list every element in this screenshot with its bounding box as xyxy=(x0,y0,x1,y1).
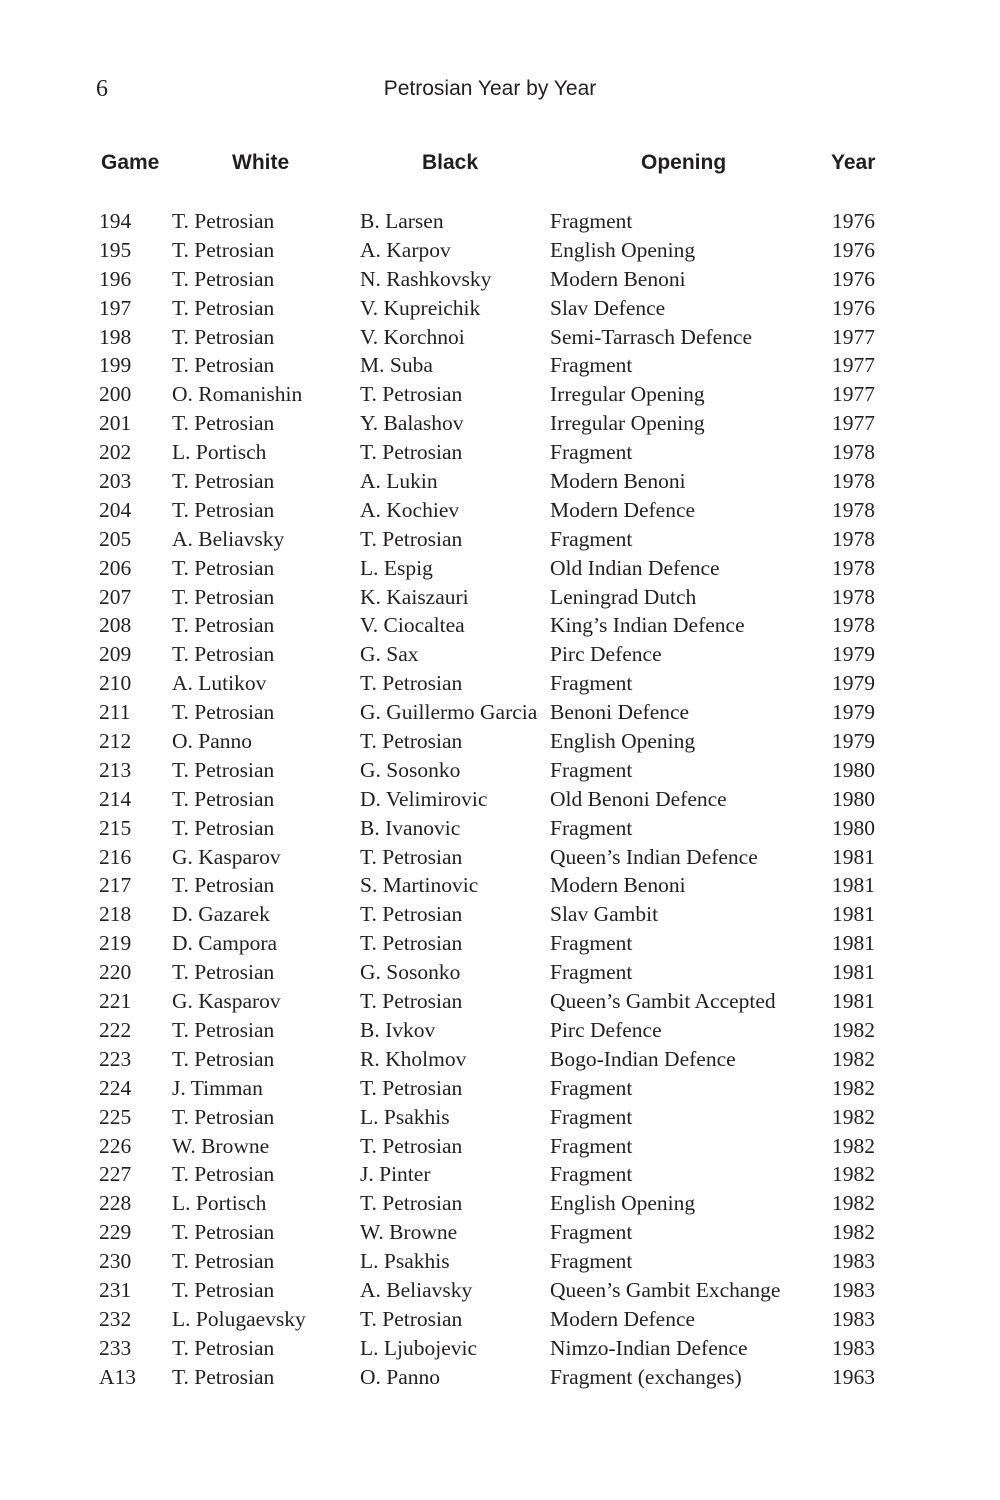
table-row xyxy=(0,554,1000,583)
cell-game: 231 xyxy=(99,1277,132,1302)
cell-black: N. Rashkovsky xyxy=(360,266,492,291)
cell-opening: Irregular Opening xyxy=(550,411,705,436)
cell-black: M. Suba xyxy=(360,353,433,378)
cell-white: T. Petrosian xyxy=(172,1277,275,1302)
table-row xyxy=(0,1334,1000,1363)
table-row xyxy=(0,958,1000,987)
cell-year: 1982 xyxy=(832,1046,875,1071)
cell-game: 228 xyxy=(99,1191,132,1216)
cell-game: 219 xyxy=(99,931,132,956)
column-header-year: Year xyxy=(831,151,876,174)
cell-black: T. Petrosian xyxy=(360,1191,463,1216)
cell-game: 202 xyxy=(99,440,132,465)
cell-white: L. Portisch xyxy=(172,1191,267,1216)
cell-black: T. Petrosian xyxy=(360,1133,463,1158)
cell-game: 225 xyxy=(99,1104,132,1129)
cell-white: O. Panno xyxy=(172,729,253,754)
table-row xyxy=(0,207,1000,236)
cell-opening: Modern Defence xyxy=(550,1306,696,1331)
cell-opening: Fragment xyxy=(550,1249,633,1274)
table-row xyxy=(0,1363,1000,1392)
table-row xyxy=(0,669,1000,698)
table-row xyxy=(0,1016,1000,1045)
table-row xyxy=(0,785,1000,814)
cell-year: 1981 xyxy=(832,960,875,985)
cell-opening: Nimzo-Indian Defence xyxy=(550,1335,748,1360)
cell-game: 233 xyxy=(99,1335,132,1360)
table-row xyxy=(0,871,1000,900)
cell-opening: Slav Defence xyxy=(550,295,666,320)
cell-game: 226 xyxy=(99,1133,132,1158)
cell-white: T. Petrosian xyxy=(172,1364,275,1389)
cell-black: B. Larsen xyxy=(360,209,444,233)
cell-white: W. Browne xyxy=(172,1133,270,1158)
cell-game: 218 xyxy=(99,902,132,927)
cell-black: S. Martinovic xyxy=(360,873,479,898)
cell-white: G. Kasparov xyxy=(172,989,281,1014)
cell-opening: Leningrad Dutch xyxy=(550,584,697,609)
cell-year: 1963 xyxy=(832,1364,875,1389)
cell-black: G. Sosonko xyxy=(360,757,461,782)
cell-black: V. Korchnoi xyxy=(360,324,465,349)
cell-black: K. Kaiszauri xyxy=(360,584,469,609)
cell-year: 1979 xyxy=(832,642,875,667)
table-row xyxy=(0,843,1000,872)
cell-year: 1977 xyxy=(832,353,875,378)
cell-opening: Pirc Defence xyxy=(550,1017,662,1042)
cell-year: 1978 xyxy=(832,440,875,465)
cell-year: 1981 xyxy=(832,844,875,869)
cell-year: 1977 xyxy=(832,382,875,407)
cell-game: 208 xyxy=(99,613,132,638)
cell-year: 1976 xyxy=(832,237,875,262)
cell-white: T. Petrosian xyxy=(172,786,275,811)
cell-year: 1982 xyxy=(832,1220,875,1245)
cell-white: T. Petrosian xyxy=(172,1046,275,1071)
table-row xyxy=(0,929,1000,958)
cell-black: W. Browne xyxy=(360,1220,458,1245)
table-row xyxy=(0,409,1000,438)
cell-year: 1980 xyxy=(832,815,875,840)
cell-white: T. Petrosian xyxy=(172,1162,275,1187)
table-row xyxy=(0,1247,1000,1276)
games-table xyxy=(0,207,1000,1392)
cell-opening: Queen’s Gambit Exchange xyxy=(550,1277,781,1302)
cell-opening: Fragment xyxy=(550,440,633,465)
cell-white: T. Petrosian xyxy=(172,237,275,262)
cell-year: 1981 xyxy=(832,902,875,927)
cell-year: 1982 xyxy=(832,1104,875,1129)
cell-black: T. Petrosian xyxy=(360,902,463,927)
cell-year: 1980 xyxy=(832,786,875,811)
cell-opening: Fragment (exchanges) xyxy=(550,1364,742,1389)
cell-year: 1982 xyxy=(832,1017,875,1042)
cell-opening: Fragment xyxy=(550,960,633,985)
cell-white: D. Gazarek xyxy=(172,902,270,927)
cell-opening: Modern Benoni xyxy=(550,873,686,898)
table-row xyxy=(0,294,1000,323)
cell-game: 197 xyxy=(99,295,132,320)
cell-year: 1980 xyxy=(832,757,875,782)
cell-opening: Fragment xyxy=(550,815,633,840)
table-row xyxy=(0,380,1000,409)
cell-game: 209 xyxy=(99,642,132,667)
cell-year: 1978 xyxy=(832,469,875,494)
cell-white: T. Petrosian xyxy=(172,873,275,898)
cell-game: 212 xyxy=(99,729,132,754)
cell-year: 1979 xyxy=(832,729,875,754)
cell-game: 214 xyxy=(99,786,132,811)
cell-year: 1981 xyxy=(832,931,875,956)
table-row xyxy=(0,1276,1000,1305)
cell-year: 1976 xyxy=(832,266,875,291)
cell-game: 195 xyxy=(99,237,132,262)
cell-year: 1982 xyxy=(832,1191,875,1216)
cell-game: 200 xyxy=(99,382,132,407)
cell-white: T. Petrosian xyxy=(172,266,275,291)
cell-opening: Fragment xyxy=(550,353,633,378)
table-row xyxy=(0,756,1000,785)
table-row xyxy=(0,698,1000,727)
cell-game: 213 xyxy=(99,757,132,782)
cell-opening: Pirc Defence xyxy=(550,642,662,667)
cell-opening: Fragment xyxy=(550,1104,633,1129)
cell-black: T. Petrosian xyxy=(360,989,463,1014)
table-row xyxy=(0,1218,1000,1247)
table-row xyxy=(0,265,1000,294)
table-row xyxy=(0,640,1000,669)
table-row xyxy=(0,1045,1000,1074)
cell-white: T. Petrosian xyxy=(172,324,275,349)
table-row xyxy=(0,1074,1000,1103)
table-row xyxy=(0,525,1000,554)
cell-white: D. Campora xyxy=(172,931,278,956)
cell-white: T. Petrosian xyxy=(172,815,275,840)
cell-opening: Fragment xyxy=(550,526,633,551)
cell-black: B. Ivkov xyxy=(360,1017,436,1042)
cell-year: 1978 xyxy=(832,497,875,522)
cell-white: J. Timman xyxy=(172,1075,263,1100)
cell-game: 232 xyxy=(99,1306,132,1331)
cell-year: 1981 xyxy=(832,989,875,1014)
cell-year: 1983 xyxy=(832,1306,875,1331)
cell-black: T. Petrosian xyxy=(360,844,463,869)
cell-white: L. Polugaevsky xyxy=(172,1306,306,1331)
cell-year: 1978 xyxy=(832,526,875,551)
cell-year: 1979 xyxy=(832,700,875,725)
cell-opening: Bogo-Indian Defence xyxy=(550,1046,736,1071)
cell-opening: Fragment xyxy=(550,671,633,696)
column-header-game: Game xyxy=(101,151,160,174)
cell-game: 201 xyxy=(99,411,132,436)
cell-game: 210 xyxy=(99,671,132,696)
table-row xyxy=(0,323,1000,352)
table-row xyxy=(0,1189,1000,1218)
cell-game: 229 xyxy=(99,1220,132,1245)
cell-opening: Slav Gambit xyxy=(550,902,659,927)
cell-black: A. Lukin xyxy=(360,469,438,494)
cell-opening: Semi-Tarrasch Defence xyxy=(550,324,753,349)
cell-opening: Fragment xyxy=(550,1075,633,1100)
table-row xyxy=(0,236,1000,265)
table-row xyxy=(0,467,1000,496)
cell-game: 211 xyxy=(99,700,131,725)
cell-year: 1979 xyxy=(832,671,875,696)
cell-opening: Fragment xyxy=(550,931,633,956)
cell-black: R. Kholmov xyxy=(360,1046,467,1071)
cell-game: A13 xyxy=(99,1364,137,1389)
cell-black: V. Kupreichik xyxy=(360,295,481,320)
table-row xyxy=(0,351,1000,380)
cell-black: T. Petrosian xyxy=(360,526,463,551)
cell-black: A. Beliavsky xyxy=(360,1277,473,1302)
cell-white: T. Petrosian xyxy=(172,555,275,580)
cell-game: 216 xyxy=(99,844,132,869)
cell-year: 1981 xyxy=(832,873,875,898)
table-row xyxy=(0,1160,1000,1189)
cell-black: Y. Balashov xyxy=(360,411,464,436)
cell-black: L. Psakhis xyxy=(360,1249,450,1274)
table-row xyxy=(0,814,1000,843)
cell-black: D. Velimirovic xyxy=(360,786,488,811)
cell-opening: Fragment xyxy=(550,209,633,233)
cell-year: 1978 xyxy=(832,613,875,638)
cell-game: 199 xyxy=(99,353,132,378)
cell-year: 1982 xyxy=(832,1133,875,1158)
cell-opening: English Opening xyxy=(550,237,696,262)
cell-black: T. Petrosian xyxy=(360,729,463,754)
cell-white: T. Petrosian xyxy=(172,295,275,320)
cell-black: L. Espig xyxy=(360,555,433,580)
cell-opening: Fragment xyxy=(550,757,633,782)
cell-black: L. Ljubojevic xyxy=(360,1335,478,1360)
cell-year: 1978 xyxy=(832,555,875,580)
cell-white: T. Petrosian xyxy=(172,411,275,436)
cell-game: 215 xyxy=(99,815,132,840)
cell-black: T. Petrosian xyxy=(360,671,463,696)
cell-white: O. Romanishin xyxy=(172,382,303,407)
cell-white: G. Kasparov xyxy=(172,844,281,869)
cell-year: 1976 xyxy=(832,295,875,320)
cell-opening: Modern Benoni xyxy=(550,469,686,494)
cell-game: 206 xyxy=(99,555,132,580)
cell-opening: Fragment xyxy=(550,1220,633,1245)
cell-opening: English Opening xyxy=(550,729,696,754)
cell-game: 224 xyxy=(99,1075,132,1100)
cell-white: T. Petrosian xyxy=(172,497,275,522)
cell-year: 1977 xyxy=(832,411,875,436)
cell-game: 223 xyxy=(99,1046,132,1071)
cell-opening: Modern Defence xyxy=(550,497,696,522)
cell-white: L. Portisch xyxy=(172,440,267,465)
cell-black: T. Petrosian xyxy=(360,440,463,465)
cell-game: 204 xyxy=(99,497,132,522)
cell-year: 1983 xyxy=(832,1277,875,1302)
cell-game: 203 xyxy=(99,469,132,494)
cell-white: T. Petrosian xyxy=(172,584,275,609)
cell-white: T. Petrosian xyxy=(172,209,275,233)
table-row xyxy=(0,496,1000,525)
cell-white: T. Petrosian xyxy=(172,353,275,378)
cell-black: A. Karpov xyxy=(360,237,451,262)
cell-game: 217 xyxy=(99,873,132,898)
cell-white: T. Petrosian xyxy=(172,642,275,667)
cell-white: A. Beliavsky xyxy=(172,526,285,551)
cell-white: T. Petrosian xyxy=(172,1104,275,1129)
cell-year: 1982 xyxy=(832,1162,875,1187)
cell-game: 198 xyxy=(99,324,132,349)
table-row xyxy=(0,727,1000,756)
cell-black: O. Panno xyxy=(360,1364,441,1389)
cell-year: 1982 xyxy=(832,1075,875,1100)
cell-opening: King’s Indian Defence xyxy=(550,613,745,638)
cell-white: T. Petrosian xyxy=(172,700,275,725)
table-row xyxy=(0,900,1000,929)
cell-game: 196 xyxy=(99,266,132,291)
cell-opening: Fragment xyxy=(550,1162,633,1187)
cell-black: L. Psakhis xyxy=(360,1104,450,1129)
cell-year: 1983 xyxy=(832,1249,875,1274)
cell-game: 221 xyxy=(99,989,132,1014)
cell-year: 1977 xyxy=(832,324,875,349)
column-header-opening: Opening xyxy=(641,151,727,174)
cell-black: G. Guillermo Garcia xyxy=(360,700,538,725)
table-row xyxy=(0,438,1000,467)
cell-game: 194 xyxy=(99,209,132,233)
cell-black: G. Sax xyxy=(360,642,419,667)
cell-black: G. Sosonko xyxy=(360,960,461,985)
cell-black: T. Petrosian xyxy=(360,382,463,407)
cell-year: 1978 xyxy=(832,584,875,609)
table-row xyxy=(0,611,1000,640)
table-row xyxy=(0,583,1000,612)
table-row xyxy=(0,987,1000,1016)
cell-white: T. Petrosian xyxy=(172,757,275,782)
cell-black: A. Kochiev xyxy=(360,497,460,522)
column-header-black: Black xyxy=(422,151,479,174)
cell-game: 227 xyxy=(99,1162,132,1187)
cell-opening: Fragment xyxy=(550,1133,633,1158)
cell-black: B. Ivanovic xyxy=(360,815,461,840)
cell-white: T. Petrosian xyxy=(172,1335,275,1360)
cell-white: T. Petrosian xyxy=(172,1017,275,1042)
cell-opening: Old Indian Defence xyxy=(550,555,720,580)
cell-opening: Modern Benoni xyxy=(550,266,686,291)
table-row xyxy=(0,1132,1000,1161)
cell-white: T. Petrosian xyxy=(172,960,275,985)
cell-white: T. Petrosian xyxy=(172,613,275,638)
table-row xyxy=(0,1305,1000,1334)
table-row xyxy=(0,1103,1000,1132)
cell-white: A. Lutikov xyxy=(172,671,267,696)
cell-game: 230 xyxy=(99,1249,132,1274)
cell-opening: Old Benoni Defence xyxy=(550,786,727,811)
cell-opening: English Opening xyxy=(550,1191,696,1216)
cell-game: 220 xyxy=(99,960,132,985)
cell-black: T. Petrosian xyxy=(360,1306,463,1331)
cell-opening: Irregular Opening xyxy=(550,382,705,407)
cell-opening: Queen’s Indian Defence xyxy=(550,844,758,869)
cell-black: T. Petrosian xyxy=(360,1075,463,1100)
cell-game: 207 xyxy=(99,584,132,609)
cell-white: T. Petrosian xyxy=(172,1220,275,1245)
cell-black: J. Pinter xyxy=(360,1162,431,1187)
cell-opening: Queen’s Gambit Accepted xyxy=(550,989,776,1014)
cell-year: 1976 xyxy=(832,209,875,233)
cell-black: T. Petrosian xyxy=(360,931,463,956)
page-number: 6 xyxy=(96,76,108,102)
cell-white: T. Petrosian xyxy=(172,469,275,494)
cell-black: V. Ciocaltea xyxy=(360,613,465,638)
column-header-white: White xyxy=(232,151,290,174)
cell-game: 222 xyxy=(99,1017,132,1042)
cell-game: 205 xyxy=(99,526,132,551)
cell-year: 1983 xyxy=(832,1335,875,1360)
cell-opening: Benoni Defence xyxy=(550,700,690,725)
cell-white: T. Petrosian xyxy=(172,1249,275,1274)
running-head: Petrosian Year by Year xyxy=(383,77,597,100)
